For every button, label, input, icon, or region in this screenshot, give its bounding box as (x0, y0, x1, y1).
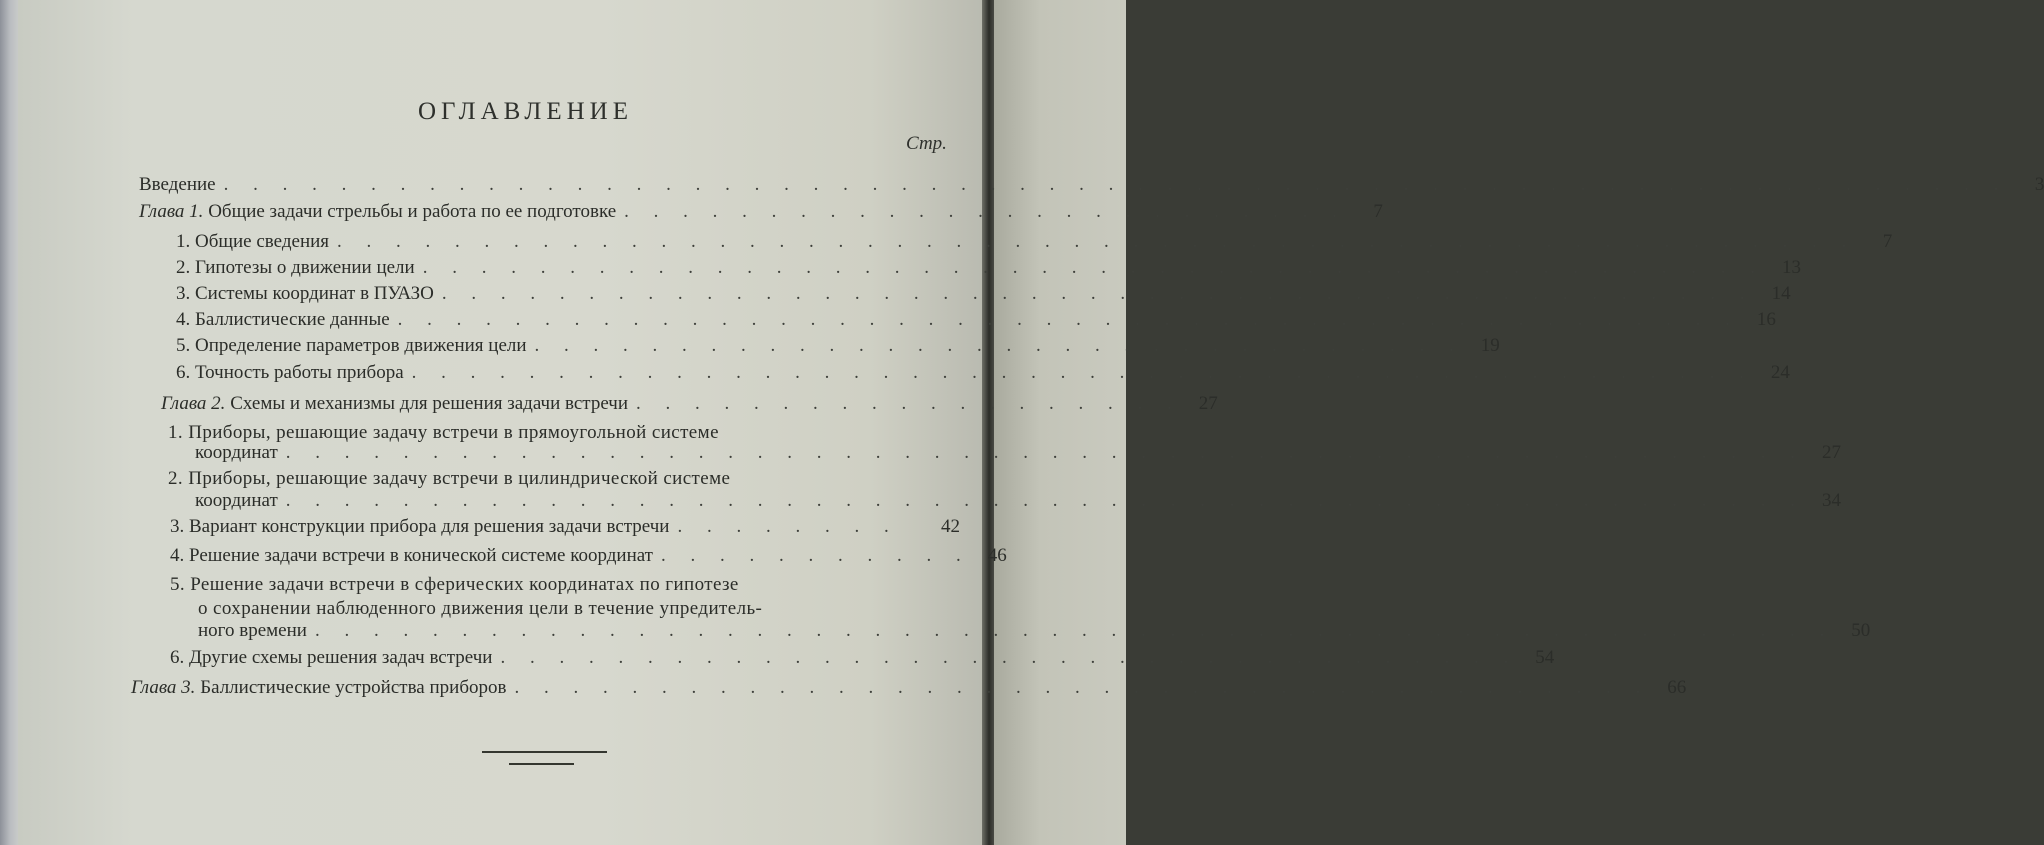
leader-dots: . . . . . . . . . . . . . . . . . . . . . . . . . (624, 201, 1347, 222)
toc-entry-page: 50 (1851, 620, 1871, 641)
toc-chapter (131, 677, 1687, 701)
toc-entry-page: 16 (1756, 309, 1776, 330)
toc-section (170, 516, 960, 540)
toc-entry (139, 174, 2044, 198)
toc-entry-label: Введение (139, 174, 216, 195)
chapter-prefix: Глава 2. (161, 393, 226, 414)
leader-dots: . . . . . . . . . . . . . . . . . . . . . . . . . . . . . . . . . . . . . . . (514, 677, 1651, 698)
toc-section (198, 620, 1871, 644)
leader-dots: . . . . . . . . . . . (661, 545, 971, 566)
toc-section (176, 283, 1791, 307)
toc-entry-label: 3. Вариант конструкции прибора для решения задачи встречи (170, 516, 670, 537)
toc-section (176, 335, 1500, 359)
toc-section (176, 257, 1801, 281)
leader-dots: . . . . . . . . . . . . . . . . . . . . . . . . . . . . . . . . . . . . . . . . . . . . . . . . . . . . (337, 231, 1857, 252)
toc-section (170, 545, 1007, 569)
chapter-prefix: Глава 1. (139, 201, 204, 222)
toc-section (176, 309, 1776, 333)
toc-entry-page: 34 (1822, 490, 1842, 511)
toc-entry-page: 24 (1770, 362, 1790, 383)
toc-chapter (161, 393, 1218, 417)
toc-entry-page: 13 (1781, 257, 1801, 278)
leader-dots: . . . . . . . . . . . . . . . . . . . . . . . . . . . . . . . . (534, 335, 1464, 356)
toc-entry-label-continued: координат (195, 490, 278, 511)
toc-entry-label: 4. Решение задачи встречи в конической системе координат (170, 545, 653, 566)
leader-dots: . . . . . . . . . . . . . . . . . . . . . . . . . . . . . . . . . . . . . . . . . . . . . . (397, 309, 1740, 330)
toc-entry-label: 2. Гипотезы о движении цели (176, 257, 415, 278)
leader-dots: . . . . . . . . . . . . . . . . . . . . . . . . . . . . . . . . . . . . . . . . . . . . . . . . . . . . (285, 442, 1806, 463)
leader-dots: . . . . . . . . (677, 516, 899, 537)
toc-entry-label: 6. Точность работы прибора (176, 362, 404, 383)
toc-entry-label-continued: координат (195, 442, 278, 463)
leader-dots: . . . . . . . . . . . . . . . . . . . . . . . . . . . . . . . . . . . . . . . . . . . . . . . . . . . . (314, 620, 1835, 641)
toc-entry-label: Схемы и механизмы для решения задачи встречи (230, 393, 628, 414)
toc-entry-label-continued: ного времени (198, 620, 307, 641)
toc-section-label: 5. Решение задачи встречи в сферических координатах по гипотезе (170, 574, 739, 595)
toc-entry-page: 7 (1882, 231, 1893, 252)
leader-dots: . . . . . . . . . . . . . . . . . . . . . . . . . . . . . . . . . . . . . . . . . . . . . . (422, 257, 1765, 278)
toc-entry-label: 4. Баллистические данные (176, 309, 390, 330)
toc-section-label: 1. Приборы, решающие задачу встречи в прямоугольной системе (168, 422, 719, 443)
toc-entry-label: 6. Другие схемы решения задач встречи (170, 647, 493, 668)
toc-entry-page: 46 (987, 545, 1007, 566)
toc-section-label: 2. Приборы, решающие задачу встречи в цилиндрической системе (168, 468, 731, 489)
toc-entry-page: 27 (1198, 393, 1218, 414)
toc-section (176, 231, 1893, 255)
leader-dots: . . . . . . . . . . . . . . . . . . . (636, 393, 1182, 414)
toc-entry-page: 14 (1771, 283, 1791, 304)
toc-entry-label: Общие задачи стрельбы и работа по ее подготовке (208, 201, 617, 222)
facing-page (994, 0, 1126, 845)
toc-entry-label-continued: о сохранении наблюденного движения цели в течение упредитель- (198, 598, 763, 619)
toc-chapter (139, 201, 1383, 225)
toc-entry-page: 19 (1480, 335, 1500, 356)
leader-dots: . . . . . . . . . . . . . . . . . . . . . . . . . . . . . . . . . . . . . . . . . . . . . . . . . . . . (285, 490, 1806, 511)
end-rule-short (509, 763, 574, 765)
page-column-label: Стр. (906, 133, 947, 154)
toc-section (195, 490, 1842, 514)
toc-entry-label: Баллистические устройства приборов (200, 677, 507, 698)
toc-section (176, 362, 1790, 386)
leader-dots: . . . . . . . . . . . . . . . . . . . . . . . . . . . . . . . . . . . . . . . . . . . . . . (411, 362, 1754, 383)
toc-entry-page: 66 (1667, 677, 1687, 698)
leader-dots: . . . . . . . . . . . . . . . . . . . . . . . . . . . . . . . . . . . . . . . . . . . . . . . . . . . . . . . . . . . . . (223, 174, 2009, 195)
toc-entry-page: 3 (2034, 174, 2044, 195)
toc-entry-page: 7 (1373, 201, 1383, 222)
leader-dots: . . . . . . . . . . . . . . . . . . . . . . . . . . . . . . . . . . . . . . . . . . . . . (441, 283, 1755, 304)
leader-dots: . . . . . . . . . . . . . . . . . . . . . . . . . . . . . . . . . . . (500, 647, 1519, 668)
toc-entry-page: 54 (1535, 647, 1555, 668)
toc-entry-label: 3. Системы координат в ПУАЗО (176, 283, 434, 304)
toc-entry-label: 1. Общие сведения (176, 231, 330, 252)
chapter-prefix: Глава 3. (131, 677, 196, 698)
toc-section (170, 647, 1555, 671)
toc-entry-page: 42 (941, 516, 960, 537)
toc-entry-label: 5. Определение параметров движения цели (176, 335, 527, 356)
end-rule-long (482, 751, 607, 753)
toc-heading: ОГЛАВЛЕНИЕ (418, 98, 633, 125)
toc-section (195, 442, 1842, 466)
toc-entry-page: 27 (1822, 442, 1842, 463)
